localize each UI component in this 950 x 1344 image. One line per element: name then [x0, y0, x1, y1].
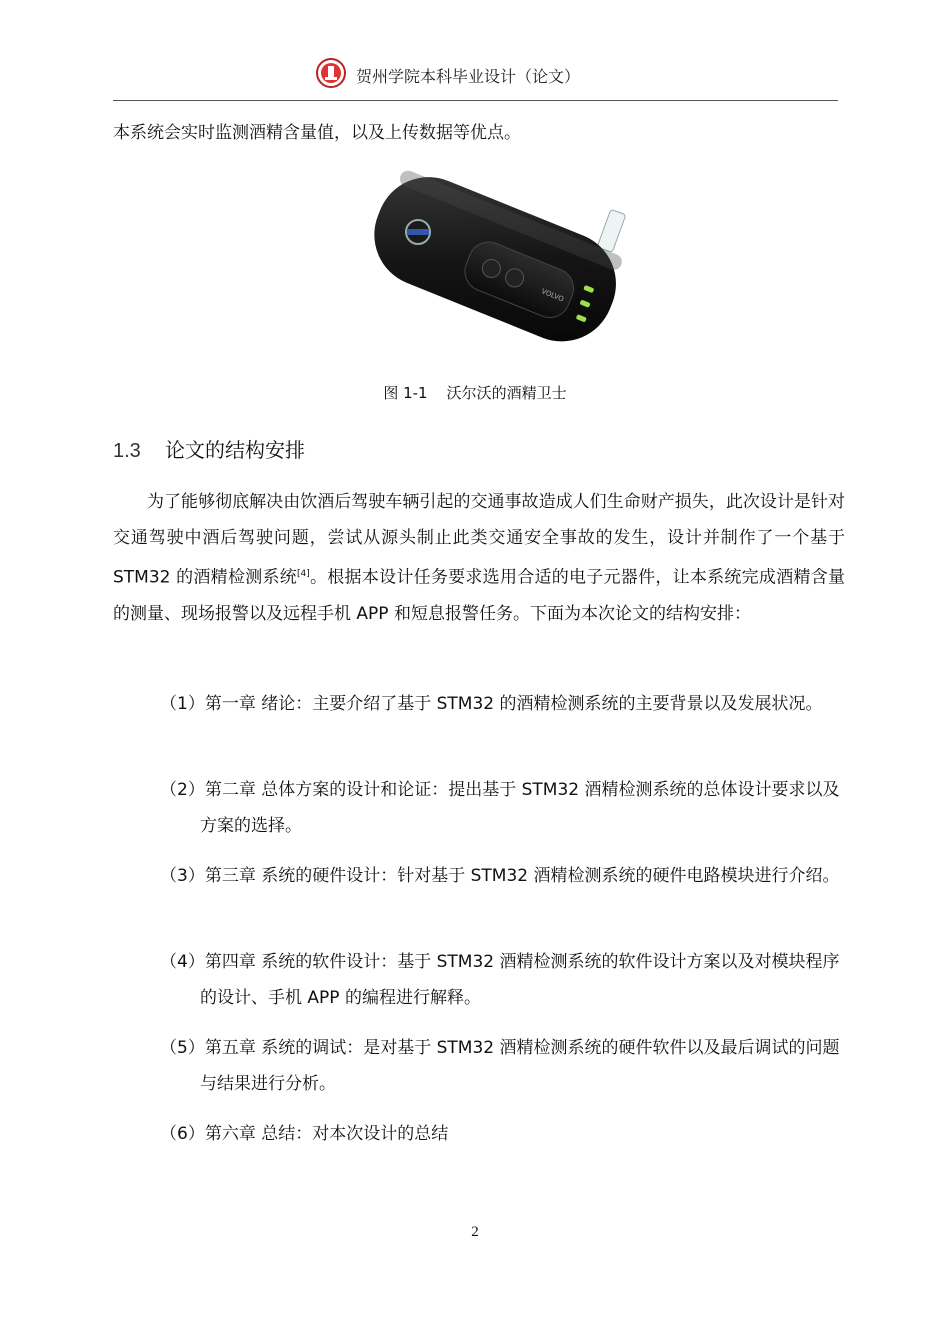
- list-item-text: （2）第二章 总体方案的设计和论证：提出基于 STM32 酒精检测系统的总体设计要求以及方案的选择。: [160, 780, 840, 836]
- section-number: 1.3: [113, 440, 141, 462]
- university-logo-icon: [316, 58, 346, 88]
- figure-caption: 图 1-1 沃尔沃的酒精卫士: [383, 384, 567, 402]
- list-item-text: （4）第四章 系统的软件设计：基于 STM32 酒精检测系统的软件设计方案以及对模块程序的设计、手机 APP 的编程进行解释。: [160, 952, 840, 1008]
- list-item: [160, 772, 840, 844]
- citation-ref: [4]: [297, 569, 310, 579]
- device-brand-text: VOLVO: [540, 287, 565, 304]
- header-title: 贺州学院本科毕业设计（论文）: [356, 67, 581, 86]
- page-number: 2: [471, 1224, 479, 1240]
- list-item: [160, 1116, 840, 1152]
- list-item-text: （6）第六章 总结：对本次设计的总结: [160, 1124, 449, 1144]
- section-heading: [113, 434, 305, 463]
- section-title: 论文的结构安排: [165, 438, 305, 462]
- list-item: [160, 944, 840, 1016]
- list-item: [160, 686, 840, 722]
- intro-line: 本系统会实时监测酒精含量值，以及上传数据等优点。: [113, 123, 521, 143]
- paragraph-text-1: 为了能够彻底解决由饮酒后驾驶车辆引起的交通事故造成人们生命财产损失，此次设计是针对交通驾驶中酒后驾驶问题，尝试从源头制止此类交通安全事故的发生，设计并制作了一个基于 STM32 的酒精检测系统: [113, 492, 845, 588]
- page-header: [113, 56, 838, 101]
- body-paragraph: [113, 484, 845, 632]
- list-item-text: （3）第三章 系统的硬件设计：针对基于 STM32 酒精检测系统的硬件电路模块进行介绍。: [160, 866, 840, 886]
- list-item: [160, 1030, 840, 1102]
- paragraph-text-2: 。根据本设计任务要求选用合适的电子元器件，让本系统完成酒精含量的测量、现场报警以及远程手机 APP 和短息报警任务。下面为本次论文的结构安排：: [113, 567, 845, 624]
- list-item-text: （1）第一章 绪论：主要介绍了基于 STM32 的酒精检测系统的主要背景以及发展状况。: [160, 694, 823, 714]
- list-item: [160, 858, 840, 894]
- breathalyzer-device-photo: [360, 150, 634, 370]
- list-item-text: （5）第五章 系统的调试：是对基于 STM32 酒精检测系统的硬件软件以及最后调试的问题与结果进行分析。: [160, 1038, 840, 1094]
